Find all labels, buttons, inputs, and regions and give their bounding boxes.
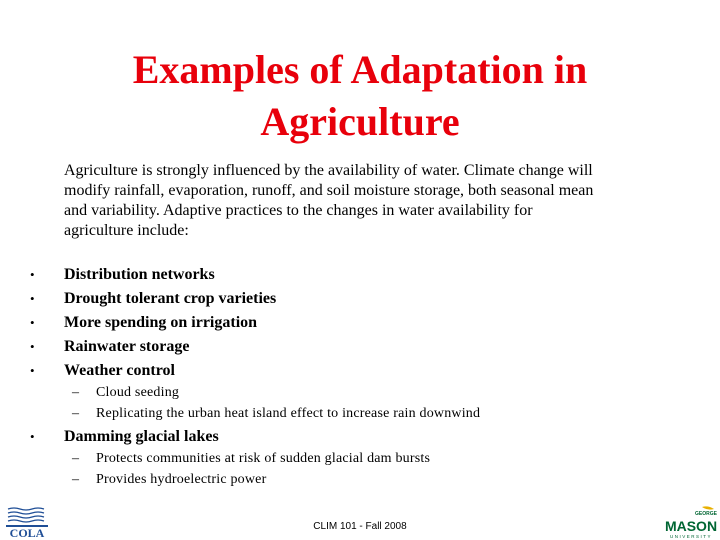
title-line: Agriculture (260, 99, 460, 144)
bullet-text: Rainwater storage (64, 338, 190, 355)
bullet-marker: • (30, 267, 35, 282)
cola-logo (4, 505, 50, 539)
bullet-text: Distribution networks (64, 266, 215, 283)
bullet-text: Damming glacial lakes (64, 428, 219, 445)
intro-paragraph (64, 161, 684, 241)
bullet-text: More spending on irrigation (64, 314, 258, 331)
sub-bullet-marker: – (72, 385, 80, 400)
intro-line: Agriculture is strongly influenced by the availability of water. Climate change will (64, 162, 593, 179)
title-line: Examples of Adaptation in (132, 47, 588, 92)
sub-bullet-text: Cloud seeding (96, 385, 180, 400)
bullet-marker: • (30, 291, 35, 306)
bullet-text: Weather control (64, 362, 175, 379)
mason-logo-main: MASON (664, 518, 718, 534)
bullet-marker: • (30, 429, 35, 444)
bullet-marker: • (30, 363, 35, 378)
cola-logo-text: COLA (9, 526, 45, 539)
bullet-text: Drought tolerant crop varieties (64, 290, 277, 307)
intro-line: and variability. Adaptive practices to the changes in water availability for (64, 202, 533, 219)
slide-title (60, 44, 660, 148)
sub-bullet-text: Replicating the urban heat island effect to increase rain downwind (96, 406, 481, 421)
slide-footer: CLIM 101 - Fall 2008 (313, 521, 407, 532)
george-mason-logo (664, 505, 718, 539)
intro-line: agriculture include: (64, 222, 189, 239)
sub-bullet-marker: – (72, 451, 80, 466)
sub-bullet-marker: – (72, 472, 80, 487)
bullet-marker: • (30, 315, 35, 330)
bullet-marker: • (30, 339, 35, 354)
mason-logo-bottom: UNIVERSITY (669, 534, 713, 539)
intro-line: modify rainfall, evaporation, runoff, and soil moisture storage, both seasonal mean (64, 182, 594, 199)
mason-logo-top: GEORGE (695, 511, 717, 517)
sub-bullet-text: Protects communities at risk of sudden glacial dam bursts (96, 451, 431, 466)
sub-bullet-text: Provides hydroelectric power (96, 472, 267, 487)
sub-bullet-marker: – (72, 406, 80, 421)
